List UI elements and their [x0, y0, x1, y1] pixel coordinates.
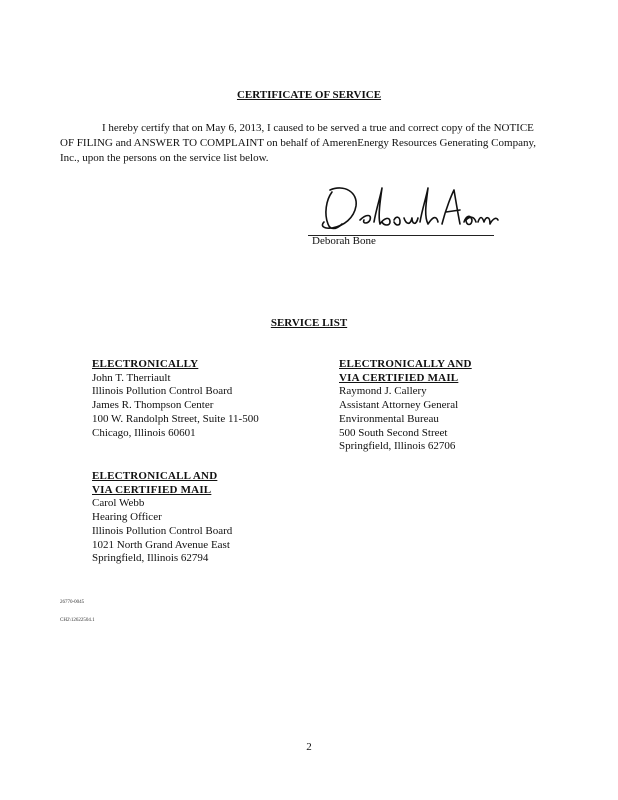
certification-paragraph	[60, 121, 550, 166]
page-number: 2	[306, 741, 312, 753]
recipient-name: John T. Therriault	[92, 371, 171, 384]
recipient-block	[92, 470, 232, 566]
delivery-method: ELECTRONICALL AND	[92, 470, 218, 482]
recipient-block	[92, 358, 259, 440]
recipient-title: Hearing Officer	[92, 511, 162, 524]
signatory-name: Deborah Bone	[312, 235, 376, 247]
recipient-organization: Environmental Bureau	[339, 412, 439, 425]
recipient-street: 100 W. Randolph Street, Suite 11-500	[92, 412, 259, 425]
recipient-street: 500 South Second Street	[339, 426, 448, 439]
delivery-method: VIA CERTIFIED MAIL	[339, 371, 459, 384]
delivery-method: ELECTRONICALLY AND	[339, 358, 472, 370]
recipient-name: Raymond J. Callery	[339, 385, 427, 398]
recipient-city: Springfield, Illinois 62794	[92, 552, 209, 565]
service-list-title: SERVICE LIST	[270, 317, 348, 329]
delivery-method: ELECTRONICALLY	[92, 358, 199, 370]
recipient-city: Chicago, Illinois 60601	[92, 426, 196, 439]
recipient-organization: Illinois Pollution Control Board	[92, 385, 233, 398]
recipient-name: Carol Webb	[92, 497, 145, 510]
recipient-title: Assistant Attorney General	[339, 399, 459, 412]
recipient-street: 1021 North Grand Avenue East	[92, 538, 230, 551]
delivery-method: VIA CERTIFIED MAIL	[92, 483, 212, 496]
signature	[314, 180, 504, 243]
document-id: 26770-0045	[60, 600, 85, 605]
recipient-organization: Illinois Pollution Control Board	[92, 524, 233, 537]
certificate-title: CERTIFICATE OF SERVICE	[236, 89, 382, 101]
recipient-city: Springfield, Illinois 62706	[339, 440, 456, 453]
certification-text: I hereby certify that on May 6, 2013, I caused to be served a true and correct copy of the NOTICE OF FILING and ANSWER TO COMPLAINT on behalf of AmerenEnergy Resources Generating Company, Inc., upon the persons on the service list below.	[60, 122, 536, 164]
recipient-building: James R. Thompson Center	[92, 399, 214, 412]
document-id: CH2\12622504.1	[60, 618, 95, 623]
recipient-block	[339, 358, 472, 454]
